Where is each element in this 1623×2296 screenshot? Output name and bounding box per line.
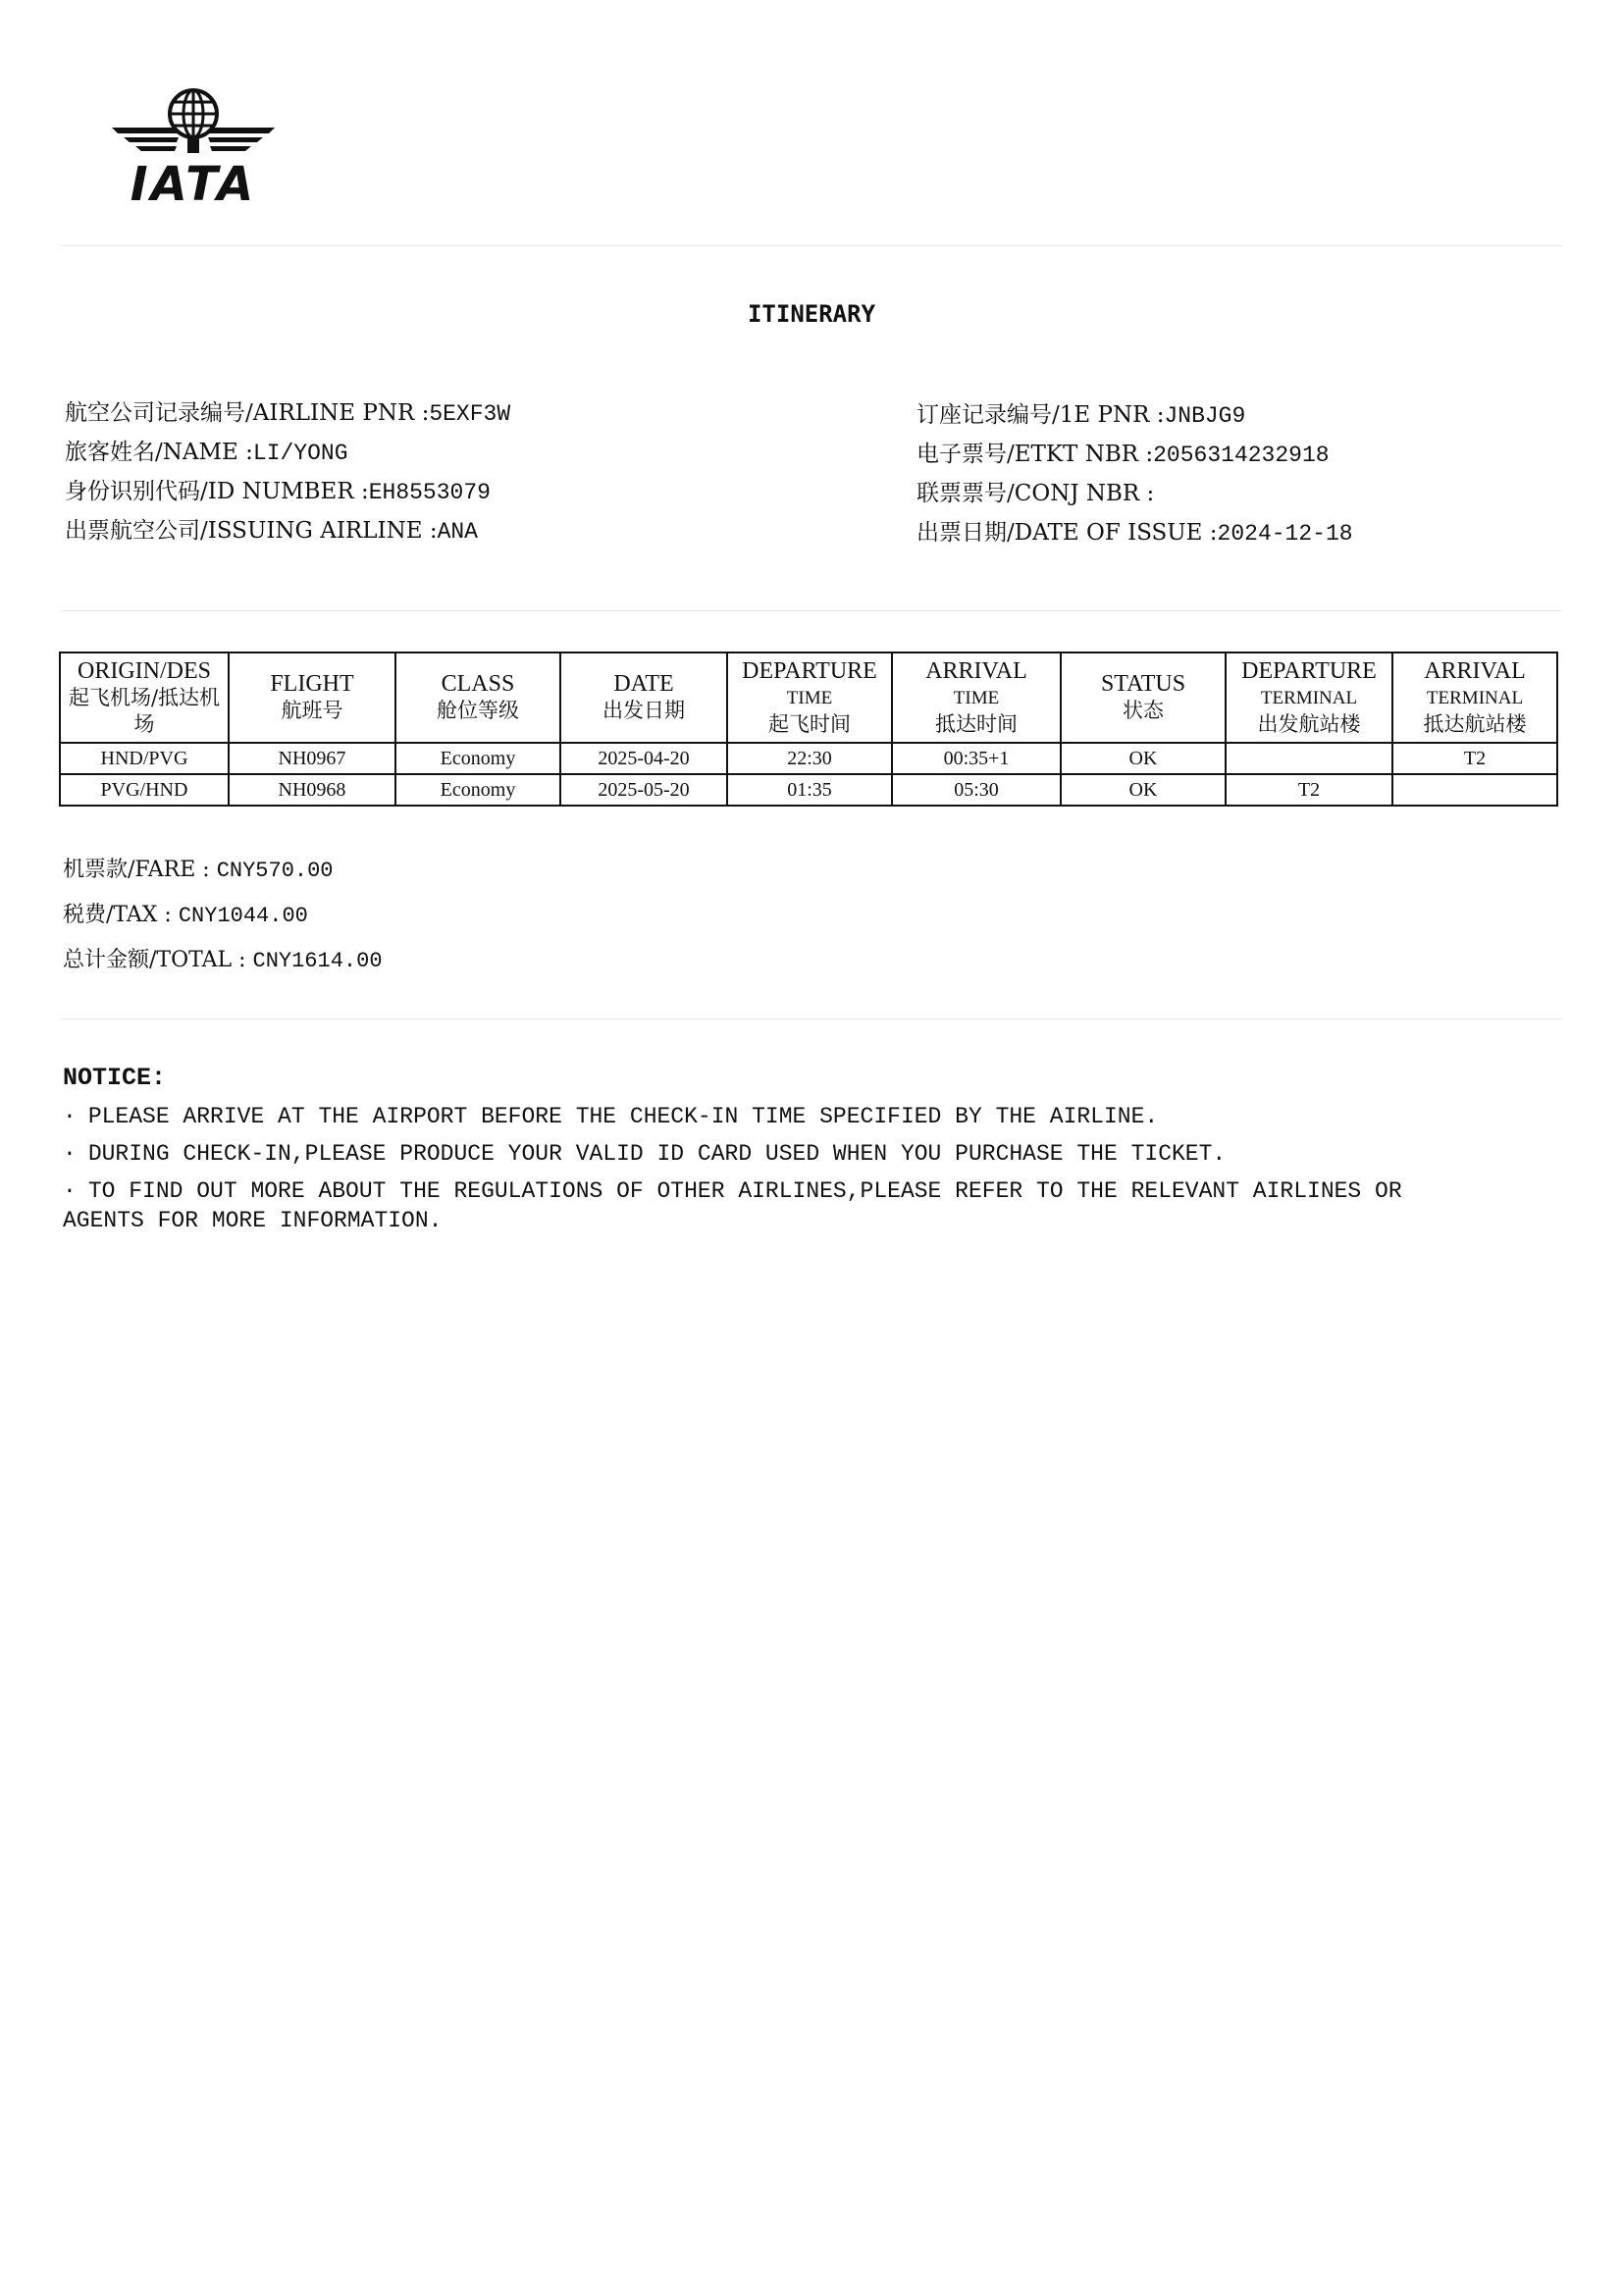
cell-date: 2025-04-20 <box>560 743 727 774</box>
total-label: 总计金额/TOTAL : <box>63 948 246 972</box>
col-header-date: DATE 出发日期 <box>560 652 727 743</box>
date-of-issue-value: 2024-12-18 <box>1217 521 1353 547</box>
notice-item <box>63 1176 1476 1235</box>
notice-block <box>63 1064 1476 1243</box>
col-header-departure-time: DEPARTURE TIME 起飞时间 <box>727 652 892 743</box>
etkt-nbr-value: 2056314232918 <box>1153 443 1330 468</box>
etkt-nbr-row <box>916 436 1353 475</box>
table-header-row <box>60 652 1557 743</box>
1e-pnr-value: JNBJG9 <box>1164 403 1246 429</box>
conj-nbr-label: 联票票号/CONJ NBR : <box>916 481 1155 506</box>
fare-block <box>63 848 383 983</box>
table-row <box>60 774 1557 806</box>
airline-pnr-label: 航空公司记录编号/AIRLINE PNR : <box>65 400 430 426</box>
etkt-nbr-label: 电子票号/ETKT NBR : <box>916 442 1154 467</box>
fare-label: 机票款/FARE : <box>63 858 210 882</box>
id-number-row <box>65 473 510 512</box>
info-left-block <box>65 394 510 551</box>
tax-label: 税费/TAX : <box>63 903 172 927</box>
col-header-arrival-terminal: ARRIVAL TERMINAL 抵达航站楼 <box>1392 652 1557 743</box>
bullet-icon: · <box>63 1141 77 1167</box>
cell-departure-time: 01:35 <box>727 774 892 806</box>
passenger-name-value: LI/YONG <box>252 441 348 466</box>
notice-text: PLEASE ARRIVE AT THE AIRPORT BEFORE THE CHECK-IN TIME SPECIFIED BY THE AIRLINE. <box>87 1104 1159 1129</box>
fare-row <box>63 848 383 893</box>
itinerary-table <box>59 652 1558 807</box>
col-header-status: STATUS 状态 <box>1061 652 1226 743</box>
bullet-icon: · <box>63 1178 77 1204</box>
cell-departure-terminal <box>1226 743 1392 774</box>
cell-status: OK <box>1061 774 1226 806</box>
fare-value: CNY570.00 <box>216 859 334 883</box>
cell-status: OK <box>1061 743 1226 774</box>
notice-text: TO FIND OUT MORE ABOUT THE REGULATIONS OF OTHER AIRLINES,PLEASE REFER TO THE RELEVANT AIRLINES OR AGENTS FOR MORE INFORMATION. <box>63 1178 1402 1233</box>
tax-row <box>63 893 383 938</box>
cell-class: Economy <box>395 774 560 806</box>
col-header-class: CLASS 舱位等级 <box>395 652 560 743</box>
issuing-airline-value: ANA <box>437 519 478 545</box>
info-right-block <box>916 396 1353 553</box>
cell-flight: NH0968 <box>229 774 395 806</box>
document-title: ITINERARY <box>747 300 876 328</box>
bullet-icon: · <box>63 1104 77 1129</box>
cell-origin-des: PVG/HND <box>60 774 229 806</box>
airline-pnr-value: 5EXF3W <box>429 401 511 427</box>
total-row <box>63 938 383 983</box>
col-header-departure-terminal: DEPARTURE TERMINAL 出发航站楼 <box>1226 652 1392 743</box>
1e-pnr-row <box>916 396 1353 436</box>
iata-logo <box>110 80 277 212</box>
passenger-name-row <box>65 434 510 473</box>
total-value: CNY1614.00 <box>252 949 383 973</box>
notice-text: DURING CHECK-IN,PLEASE PRODUCE YOUR VALID ID CARD USED WHEN YOU PURCHASE THE TICKET. <box>87 1141 1227 1167</box>
cell-arrival-terminal: T2 <box>1392 743 1557 774</box>
id-number-value: EH8553079 <box>368 480 491 505</box>
logo-text: IATA <box>130 157 257 212</box>
date-of-issue-label: 出票日期/DATE OF ISSUE : <box>916 520 1218 546</box>
cell-flight: NH0967 <box>229 743 395 774</box>
divider <box>61 245 1562 246</box>
passenger-name-label: 旅客姓名/NAME : <box>65 440 253 465</box>
issuing-airline-label: 出票航空公司/ISSUING AIRLINE : <box>65 518 438 544</box>
table-row <box>60 743 1557 774</box>
col-header-arrival-time: ARRIVAL TIME 抵达时间 <box>892 652 1061 743</box>
cell-class: Economy <box>395 743 560 774</box>
cell-arrival-time: 05:30 <box>892 774 1061 806</box>
divider <box>61 610 1562 611</box>
col-header-origin-des: ORIGIN/DES 起飞机场/抵达机场 <box>60 652 229 743</box>
issuing-airline-row <box>65 512 510 551</box>
id-number-label: 身份识别代码/ID NUMBER : <box>65 479 369 504</box>
cell-departure-terminal: T2 <box>1226 774 1392 806</box>
notice-item <box>63 1139 1476 1169</box>
divider <box>61 1018 1562 1019</box>
notice-title: NOTICE: <box>63 1064 167 1092</box>
date-of-issue-row <box>916 514 1353 553</box>
notice-item <box>63 1102 1476 1131</box>
cell-origin-des: HND/PVG <box>60 743 229 774</box>
cell-departure-time: 22:30 <box>727 743 892 774</box>
1e-pnr-label: 订座记录编号/1E PNR : <box>916 402 1165 428</box>
tax-value: CNY1044.00 <box>178 904 308 928</box>
airline-pnr-row <box>65 394 510 434</box>
cell-arrival-terminal <box>1392 774 1557 806</box>
conj-nbr-row <box>916 475 1353 514</box>
col-header-flight: FLIGHT 航班号 <box>229 652 395 743</box>
cell-date: 2025-05-20 <box>560 774 727 806</box>
cell-arrival-time: 00:35+1 <box>892 743 1061 774</box>
globe-wings-icon <box>110 80 277 159</box>
